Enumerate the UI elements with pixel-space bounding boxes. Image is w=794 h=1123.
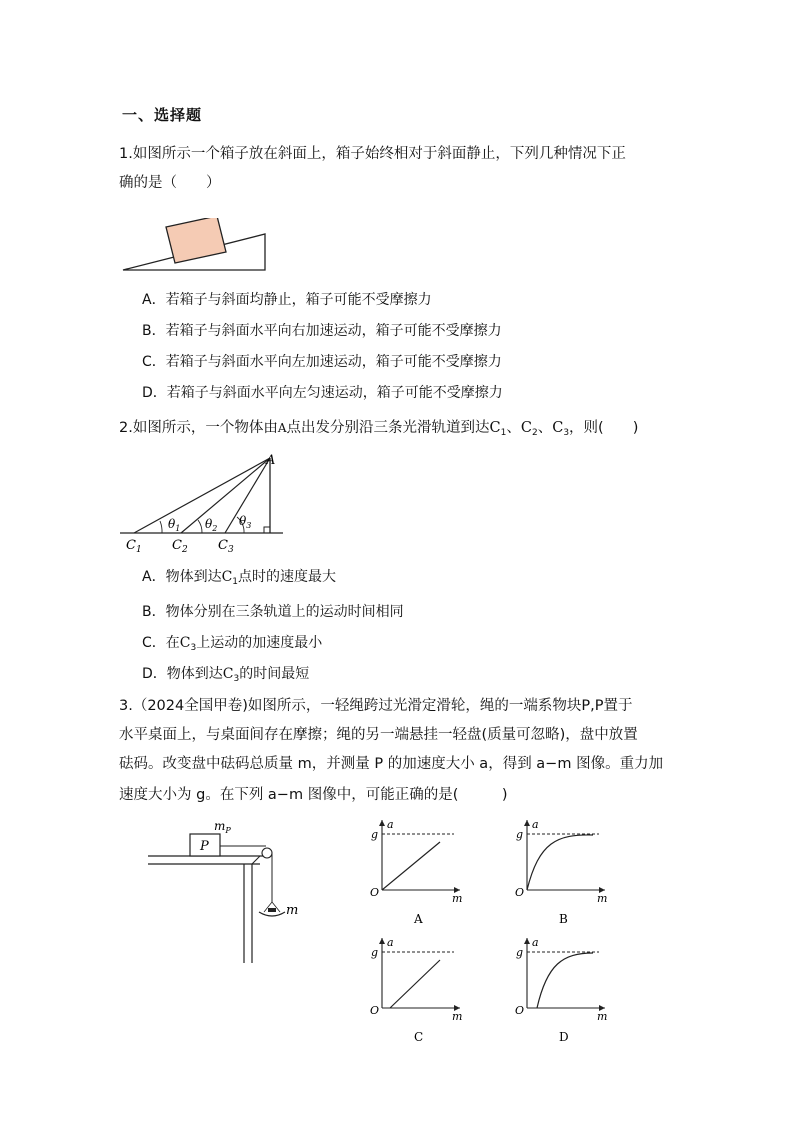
- theta3-label: $\theta_3$: [239, 514, 252, 530]
- q1-option-c[interactable]: C．若箱子与斜面水平向左加速运动，箱子可能不受摩擦力: [142, 354, 502, 370]
- q3-stem-line3: 砝码。改变盘中砝码总质量 m，并测量 P 的加速度大小 a，得到 a−m 图像。重力加: [119, 756, 664, 772]
- q2-c1: C: [489, 420, 501, 436]
- g-label: g: [371, 946, 379, 959]
- m-axis-label: m: [452, 892, 463, 905]
- origin-label: O: [370, 886, 380, 899]
- graph-c[interactable]: [360, 930, 480, 1045]
- g-label: g: [516, 946, 524, 959]
- a-m-curve: [527, 835, 593, 890]
- track-c2: [181, 458, 270, 533]
- q2-c1-sub: 1: [500, 428, 507, 438]
- c1-label: $C_1$: [126, 538, 142, 555]
- q2-option-c[interactable]: C．在$C_3$上运动的加速度最小: [142, 635, 323, 653]
- block-mass-label: $m_P$: [214, 819, 231, 835]
- c3-label: $C_3$: [218, 538, 234, 555]
- q3-stem-line4: 速度大小为 g。在下列 a−m 图像中，可能正确的是( ): [119, 787, 508, 803]
- q2-c3-sub: 3: [563, 428, 570, 438]
- q2-tracks-figure: [118, 446, 288, 558]
- q1-stem-line1: 1.如图所示一个箱子放在斜面上，箱子始终相对于斜面静止，下列几种情况下正: [119, 146, 626, 162]
- right-angle-mark: [264, 527, 270, 533]
- a-m-curve: [382, 842, 440, 890]
- q1-option-b[interactable]: B．若箱子与斜面水平向右加速运动，箱子可能不受摩擦力: [142, 323, 502, 339]
- block-p-label: P: [200, 839, 209, 854]
- q2-stem-mid: 点出发分别沿三条光滑轨道到达: [286, 420, 490, 436]
- pan-mass-label: m: [286, 903, 299, 918]
- graph-label: A: [414, 912, 423, 926]
- a-axis-label: a: [387, 818, 394, 831]
- graph-label: B: [559, 912, 568, 926]
- a-axis-arrow-icon: [524, 938, 530, 944]
- graph-d[interactable]: [505, 930, 625, 1045]
- a-axis-arrow-icon: [524, 820, 530, 826]
- graph-label: D: [559, 1030, 569, 1044]
- m-axis-label: m: [597, 1010, 608, 1023]
- q2-option-a[interactable]: A．物体到达$C_1$点时的速度最大: [142, 569, 337, 587]
- q2-option-d[interactable]: D．物体到达$C_3$的时间最短: [142, 666, 310, 684]
- a-axis-arrow-icon: [379, 938, 385, 944]
- m-axis-label: m: [452, 1010, 463, 1023]
- q2-c3: C: [552, 420, 564, 436]
- weight: [268, 908, 276, 912]
- a-m-curve: [537, 953, 593, 1008]
- theta2-label: $\theta_2$: [205, 517, 218, 533]
- theta1-label: $\theta_1$: [168, 517, 181, 533]
- origin-label: O: [370, 1004, 380, 1017]
- a-axis-label: a: [532, 818, 539, 831]
- q2-stem-post: ，则( ): [569, 420, 639, 436]
- a-axis-arrow-icon: [379, 820, 385, 826]
- q2-c2-sub: 2: [531, 428, 538, 438]
- q2-point-a: A: [277, 421, 287, 435]
- q1-stem-line2: 确的是（ ）: [119, 175, 221, 191]
- graph-a[interactable]: [360, 812, 480, 927]
- origin-label: O: [515, 1004, 525, 1017]
- q2-sep2: 、: [537, 420, 553, 436]
- g-label: g: [371, 828, 379, 841]
- q2-stem: [119, 414, 638, 445]
- section-title: 一、选择题: [122, 106, 203, 124]
- graph-b[interactable]: [505, 812, 625, 927]
- graph-label: C: [414, 1030, 424, 1044]
- pan: [259, 912, 285, 916]
- q2-c2: C: [520, 420, 532, 436]
- q1-incline-figure: [120, 218, 270, 274]
- theta2-arc: [198, 520, 202, 533]
- q2-sep1: 、: [506, 420, 521, 436]
- q1-option-d[interactable]: D．若箱子与斜面水平向左匀速运动，箱子可能不受摩擦力: [142, 385, 503, 401]
- theta1-arc: [160, 521, 162, 533]
- a-m-curve: [390, 960, 440, 1008]
- pulley: [262, 848, 272, 858]
- fig-label-a: A: [266, 453, 276, 468]
- q2-option-b[interactable]: B．物体分别在三条轨道上的运动时间相同: [142, 604, 404, 620]
- q3-stem-line1: 3.（2024全国甲卷)如图所示，一轻绳跨过光滑定滑轮，绳的一端系物块P,P置于: [119, 698, 633, 714]
- c2-label: $C_2$: [172, 538, 188, 555]
- g-label: g: [516, 828, 524, 841]
- q3-pulley-figure: [140, 818, 310, 968]
- m-axis-label: m: [597, 892, 608, 905]
- table-corner: [252, 856, 260, 864]
- q3-stem-line2: 水平桌面上，与桌面间存在摩擦；绳的另一端悬挂一轻盘(质量可忽略)，盘中放置: [119, 727, 638, 743]
- q1-option-a[interactable]: A．若箱子与斜面均静止，箱子可能不受摩擦力: [142, 292, 432, 308]
- q2-stem-pre: 2.如图所示，一个物体由: [119, 420, 278, 436]
- a-axis-label: a: [532, 936, 539, 949]
- a-axis-label: a: [387, 936, 394, 949]
- origin-label: O: [515, 886, 525, 899]
